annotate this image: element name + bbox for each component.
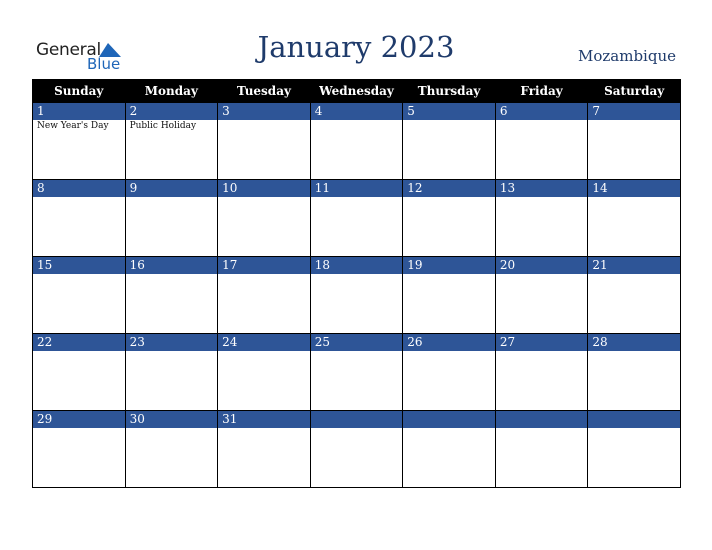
day-number: 10 bbox=[218, 180, 310, 197]
day-cell bbox=[310, 103, 403, 180]
day-cell bbox=[125, 411, 218, 488]
day-number: 8 bbox=[33, 180, 125, 197]
day-cell bbox=[588, 257, 681, 334]
day-cell bbox=[310, 180, 403, 257]
day-cell bbox=[403, 334, 496, 411]
week-row bbox=[33, 180, 681, 257]
day-number bbox=[311, 411, 403, 428]
day-cell bbox=[33, 180, 126, 257]
day-cell bbox=[588, 334, 681, 411]
day-cell bbox=[310, 334, 403, 411]
day-number: 9 bbox=[126, 180, 218, 197]
day-cell bbox=[33, 334, 126, 411]
day-cell bbox=[495, 411, 588, 488]
day-number: 1 bbox=[33, 103, 125, 120]
day-cell bbox=[403, 180, 496, 257]
day-cell bbox=[125, 257, 218, 334]
day-cell bbox=[33, 103, 126, 180]
day-cell bbox=[310, 257, 403, 334]
day-number: 4 bbox=[311, 103, 403, 120]
day-number bbox=[496, 411, 588, 428]
day-number: 3 bbox=[218, 103, 310, 120]
weekday-header-row bbox=[33, 80, 681, 103]
day-cell bbox=[218, 103, 311, 180]
day-cell bbox=[588, 103, 681, 180]
day-cell bbox=[310, 411, 403, 488]
day-number: 30 bbox=[126, 411, 218, 428]
day-cell bbox=[588, 411, 681, 488]
weekday-header: Friday bbox=[495, 80, 588, 103]
day-number: 17 bbox=[218, 257, 310, 274]
day-number: 29 bbox=[33, 411, 125, 428]
day-cell bbox=[218, 334, 311, 411]
day-number: 19 bbox=[403, 257, 495, 274]
day-number: 26 bbox=[403, 334, 495, 351]
week-row bbox=[33, 411, 681, 488]
day-cell bbox=[403, 257, 496, 334]
day-number: 11 bbox=[311, 180, 403, 197]
day-cell bbox=[125, 103, 218, 180]
day-number bbox=[403, 411, 495, 428]
day-cell bbox=[218, 411, 311, 488]
day-number: 14 bbox=[588, 180, 680, 197]
weekday-header: Monday bbox=[125, 80, 218, 103]
week-row bbox=[33, 103, 681, 180]
day-number: 31 bbox=[218, 411, 310, 428]
logo-word-general: General bbox=[36, 40, 101, 60]
day-number: 7 bbox=[588, 103, 680, 120]
day-number: 5 bbox=[403, 103, 495, 120]
calendar-title: January 2023 bbox=[257, 30, 455, 64]
day-cell bbox=[403, 411, 496, 488]
weekday-header: Thursday bbox=[403, 80, 496, 103]
day-cell bbox=[495, 257, 588, 334]
weekday-header: Wednesday bbox=[310, 80, 403, 103]
day-number: 21 bbox=[588, 257, 680, 274]
weekday-header: Tuesday bbox=[218, 80, 311, 103]
day-number: 18 bbox=[311, 257, 403, 274]
day-cell bbox=[218, 257, 311, 334]
day-number: 2 bbox=[126, 103, 218, 120]
logo-word-blue: Blue bbox=[87, 55, 121, 73]
day-cell bbox=[403, 103, 496, 180]
day-number: 6 bbox=[496, 103, 588, 120]
day-cell bbox=[125, 180, 218, 257]
day-cell bbox=[588, 180, 681, 257]
holiday-label: New Year's Day bbox=[37, 121, 109, 131]
day-number: 25 bbox=[311, 334, 403, 351]
day-number: 12 bbox=[403, 180, 495, 197]
day-number bbox=[588, 411, 680, 428]
day-cell bbox=[33, 257, 126, 334]
month-calendar bbox=[32, 79, 681, 488]
day-number: 16 bbox=[126, 257, 218, 274]
day-cell bbox=[495, 334, 588, 411]
day-number: 28 bbox=[588, 334, 680, 351]
week-row bbox=[33, 334, 681, 411]
day-number: 27 bbox=[496, 334, 588, 351]
day-number: 13 bbox=[496, 180, 588, 197]
day-cell bbox=[218, 180, 311, 257]
weekday-header: Saturday bbox=[588, 80, 681, 103]
day-cell bbox=[495, 180, 588, 257]
day-number: 15 bbox=[33, 257, 125, 274]
week-row bbox=[33, 257, 681, 334]
day-cell bbox=[495, 103, 588, 180]
day-cell bbox=[33, 411, 126, 488]
holiday-label: Public Holiday bbox=[129, 121, 197, 131]
day-cell bbox=[125, 334, 218, 411]
weekday-header: Sunday bbox=[33, 80, 126, 103]
country-label: Mozambique bbox=[578, 47, 676, 65]
day-number: 24 bbox=[218, 334, 310, 351]
day-number: 23 bbox=[126, 334, 218, 351]
day-number: 20 bbox=[496, 257, 588, 274]
day-number: 22 bbox=[33, 334, 125, 351]
